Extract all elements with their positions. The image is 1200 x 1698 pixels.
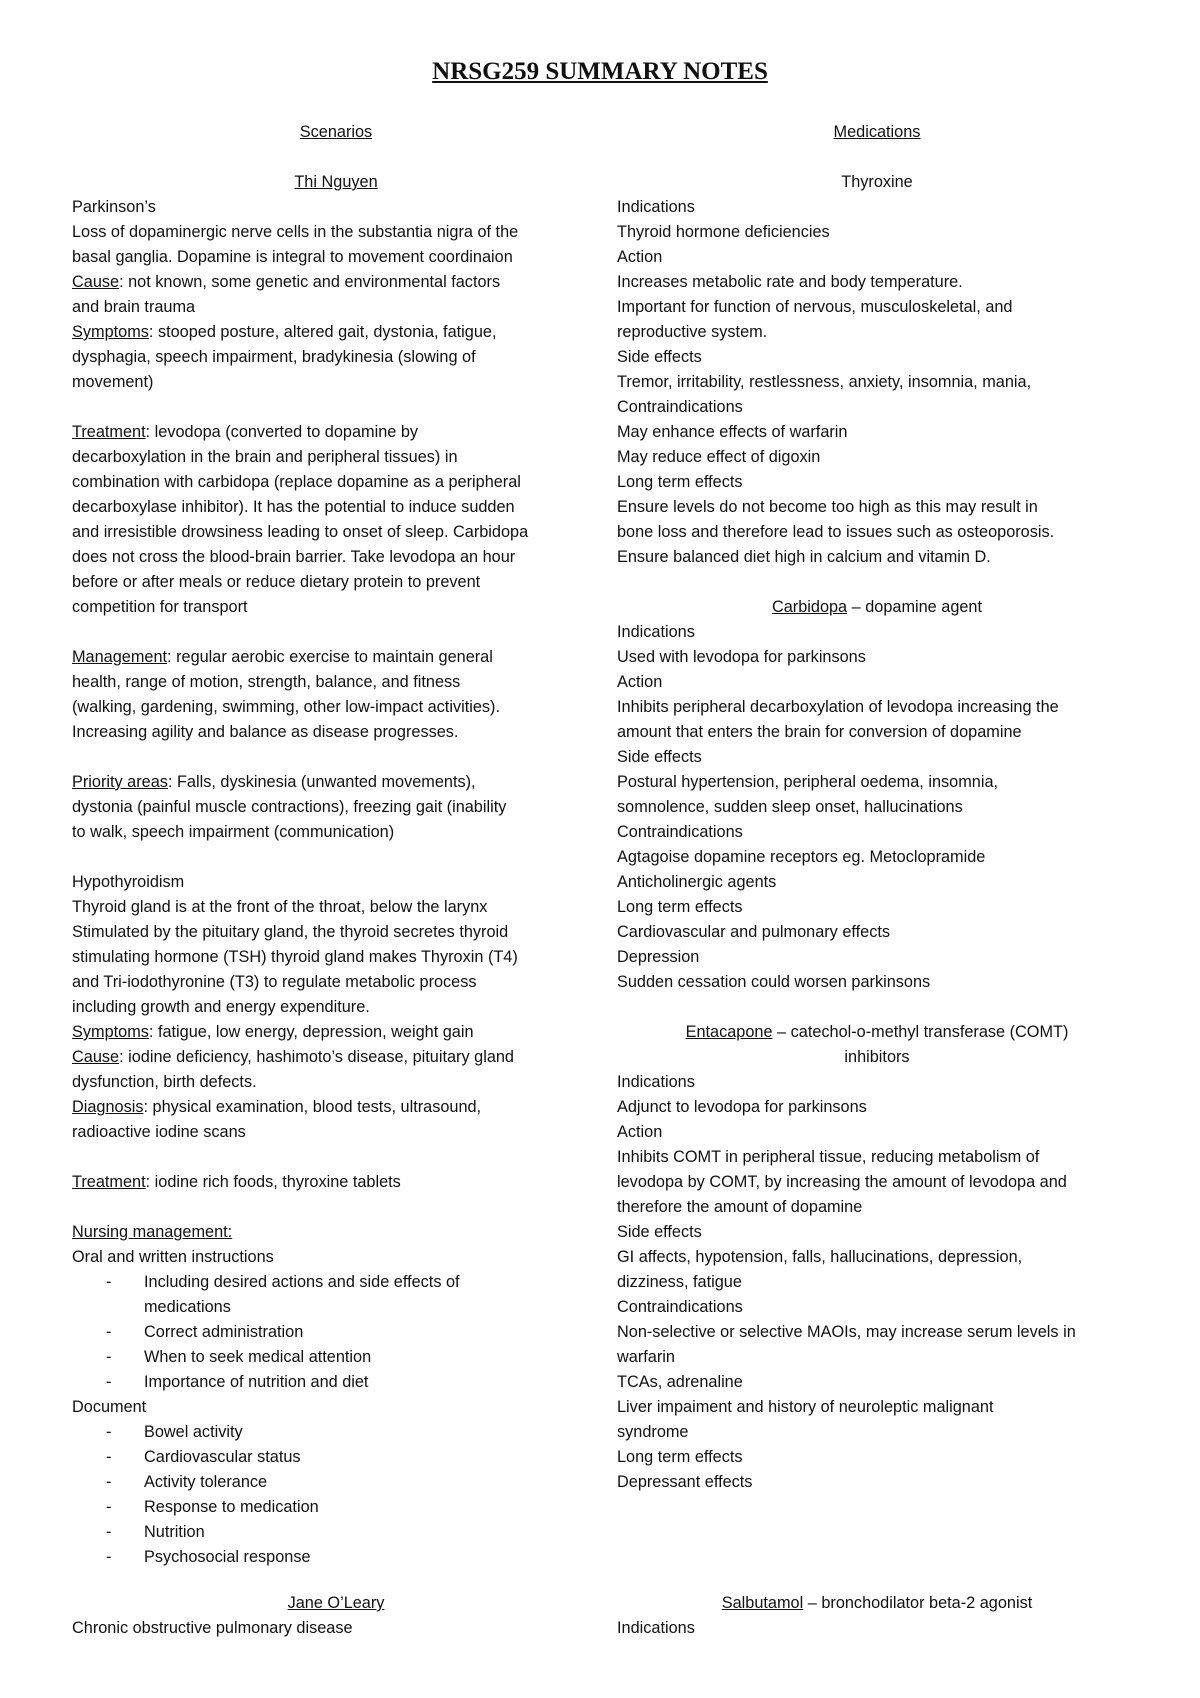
long-term-effects-label: Long term effects	[617, 898, 743, 916]
jane-oleary-heading: Jane O’Leary	[287, 1594, 385, 1612]
hypo-cause-line	[72, 1045, 600, 1070]
carbidopa-heading	[617, 595, 1137, 620]
text-line: therefore the amount of dopamine	[617, 1198, 863, 1216]
priority-line	[72, 770, 600, 795]
side-effects-label: Side effects	[617, 348, 702, 366]
list-item: - Cardiovascular status	[72, 1445, 600, 1470]
scenarios-heading: Scenarios	[299, 123, 373, 141]
text-line: Ensure levels do not become too high as this may result in	[617, 498, 1038, 516]
jane-section	[72, 1591, 600, 1641]
carbidopa-desc: – dopamine agent	[847, 598, 983, 616]
text-line: Stimulated by the pituitary gland, the thyroid secretes thyroid	[72, 923, 509, 941]
text-line: Inhibits peripheral decarboxylation of levodopa increasing the	[617, 698, 1059, 716]
management-label: Management	[72, 648, 168, 666]
long-term-effects-label: Long term effects	[617, 473, 743, 491]
priority-label: Priority areas	[72, 773, 168, 791]
management-text: : regular aerobic exercise to maintain general	[167, 648, 493, 666]
dash-icon: -	[106, 1523, 112, 1541]
long-term-effects-label: Long term effects	[617, 1448, 743, 1466]
entacapone-heading	[617, 1020, 1137, 1045]
hypo-treatment-label: Treatment	[72, 1173, 146, 1191]
contraindications-label: Contraindications	[617, 1298, 743, 1316]
page-title: NRSG259 SUMMARY NOTES	[432, 58, 768, 85]
salbutamol-desc: – bronchodilator beta-2 agonist	[803, 1594, 1033, 1612]
text-line: decarboxylase inhibitor). It has the potential to induce sudden	[72, 498, 515, 516]
dash-icon: -	[106, 1323, 112, 1341]
list-item-continuation: medications	[144, 1298, 231, 1316]
oral-instructions-heading: Oral and written instructions	[72, 1248, 274, 1266]
text-line: May enhance effects of warfarin	[617, 423, 848, 441]
text-line: Increases metabolic rate and body temperature.	[617, 273, 963, 291]
symptoms-label: Symptoms	[72, 323, 149, 341]
text-line: May reduce effect of digoxin	[617, 448, 821, 466]
hypo-symptoms-label: Symptoms	[72, 1023, 149, 1041]
salbutamol-section	[617, 1591, 1137, 1641]
dash-icon: -	[106, 1498, 112, 1516]
text-line: dizziness, fatigue	[617, 1273, 742, 1291]
text-line: Non-selective or selective MAOIs, may increase serum levels in	[617, 1323, 1076, 1341]
text-line: basal ganglia. Dopamine is integral to movement coordinaion	[72, 248, 513, 266]
list-item: - Psychosocial response	[72, 1545, 600, 1570]
scenarios-column	[72, 120, 600, 1570]
cause-line	[72, 270, 600, 295]
dash-icon: -	[106, 1473, 112, 1491]
text-line: amount that enters the brain for conversion of dopamine	[617, 723, 1022, 741]
hypo-treatment-line	[72, 1170, 600, 1195]
text-line: Liver impaiment and history of neuroleptic malignant	[617, 1398, 994, 1416]
parkinsons-heading: Parkinson’s	[72, 198, 156, 216]
hypo-symptoms-text: : fatigue, low energy, depression, weight gain	[148, 1023, 474, 1041]
dash-icon: -	[106, 1348, 112, 1366]
hypo-symptoms-line	[72, 1020, 600, 1045]
treatment-line	[72, 420, 600, 445]
text-line: before or after meals or reduce dietary protein to prevent	[72, 573, 481, 591]
action-label: Action	[617, 673, 663, 691]
diagnosis-line	[72, 1095, 600, 1120]
document-heading: Document	[72, 1398, 147, 1416]
action-label: Action	[617, 248, 663, 266]
text-line: Thyroid gland is at the front of the throat, below the larynx	[72, 898, 488, 916]
dash-icon: -	[106, 1548, 112, 1566]
text-line: dysfunction, birth defects.	[72, 1073, 257, 1091]
text-line: including growth and energy expenditure.	[72, 998, 370, 1016]
treatment-label: Treatment	[72, 423, 146, 441]
diagnosis-label: Diagnosis	[72, 1098, 144, 1116]
entacapone-desc: – catechol-o-methyl transferase (COMT)	[772, 1023, 1069, 1041]
hypothyroidism-heading: Hypothyroidism	[72, 873, 185, 891]
text-line: Inhibits COMT in peripheral tissue, reducing metabolism of	[617, 1148, 1040, 1166]
text-line: Increasing agility and balance as disease progresses.	[72, 723, 459, 741]
entacapone-desc-cont: inhibitors	[844, 1048, 910, 1066]
priority-text: : Falls, dyskinesia (unwanted movements),	[167, 773, 476, 791]
side-effects-label: Side effects	[617, 1223, 702, 1241]
text-line: Agtagoise dopamine receptors eg. Metoclopramide	[617, 848, 986, 866]
dash-icon: -	[106, 1423, 112, 1441]
text-line: Depression	[617, 948, 700, 966]
symptoms-text: : stooped posture, altered gait, dystonia, fatigue,	[148, 323, 497, 341]
text-line: TCAs, adrenaline	[617, 1373, 743, 1391]
medications-heading: Medications	[833, 123, 921, 141]
text-line: Postural hypertension, peripheral oedema, insomnia,	[617, 773, 999, 791]
list-item: - Including desired actions and side effects of	[72, 1270, 600, 1295]
dash-icon: -	[106, 1448, 112, 1466]
hypo-cause-text: : iodine deficiency, hashimoto’s disease, pituitary gland	[119, 1048, 514, 1066]
text-line: Thyroid hormone deficiencies	[617, 223, 830, 241]
dash-icon: -	[106, 1373, 112, 1391]
hypo-treatment-text: : iodine rich foods, thyroxine tablets	[145, 1173, 401, 1191]
text-line: does not cross the blood-brain barrier. Take levodopa an hour	[72, 548, 516, 566]
copd-heading: Chronic obstructive pulmonary disease	[72, 1619, 353, 1637]
text-line: and Tri-iodothyronine (T3) to regulate metabolic process	[72, 973, 477, 991]
cause-text: : not known, some genetic and environmental factors	[119, 273, 501, 291]
list-item: - Importance of nutrition and diet	[72, 1370, 600, 1395]
thyroxine-heading: Thyroxine	[841, 173, 913, 191]
side-effects-label: Side effects	[617, 748, 702, 766]
text-line: Sudden cessation could worsen parkinsons	[617, 973, 931, 991]
nursing-management-heading: Nursing management:	[72, 1223, 233, 1241]
entacapone-name: Entacapone	[685, 1023, 773, 1041]
text-line: and brain trauma	[72, 298, 196, 316]
text-line: GI affects, hypotension, falls, hallucinations, depression,	[617, 1248, 1023, 1266]
indications-label: Indications	[617, 1073, 695, 1091]
list-item: - When to seek medical attention	[72, 1345, 600, 1370]
text-line: somnolence, sudden sleep onset, hallucinations	[617, 798, 963, 816]
thi-nguyen-heading: Thi Nguyen	[294, 173, 378, 191]
hypo-cause-label: Cause	[72, 1048, 120, 1066]
text-line: reproductive system.	[617, 323, 768, 341]
text-line: and irresistible drowsiness leading to onset of sleep. Carbidopa	[72, 523, 529, 541]
cause-label: Cause	[72, 273, 120, 291]
indications-label: Indications	[617, 623, 695, 641]
treatment-text: : levodopa (converted to dopamine by	[145, 423, 419, 441]
text-line: Ensure balanced diet high in calcium and vitamin D.	[617, 548, 991, 566]
salbutamol-heading	[617, 1591, 1137, 1616]
list-item: - Nutrition	[72, 1520, 600, 1545]
text-line: stimulating hormone (TSH) thyroid gland makes Thyroxin (T4)	[72, 948, 518, 966]
text-line: to walk, speech impairment (communication)	[72, 823, 395, 841]
carbidopa-name: Carbidopa	[771, 598, 848, 616]
text-line: warfarin	[617, 1348, 675, 1366]
text-line: Anticholinergic agents	[617, 873, 777, 891]
text-line: levodopa by COMT, by increasing the amount of levodopa and	[617, 1173, 1067, 1191]
contraindications-label: Contraindications	[617, 398, 743, 416]
text-line: Adjunct to levodopa for parkinsons	[617, 1098, 867, 1116]
text-line: movement)	[72, 373, 154, 391]
diagnosis-text: : physical examination, blood tests, ultrasound,	[143, 1098, 482, 1116]
list-item: - Correct administration	[72, 1320, 600, 1345]
dash-icon: -	[106, 1273, 112, 1291]
indications-label: Indications	[617, 1619, 695, 1637]
text-line: health, range of motion, strength, balance, and fitness	[72, 673, 461, 691]
text-line: Important for function of nervous, musculoskeletal, and	[617, 298, 1013, 316]
text-line: decarboxylation in the brain and peripheral tissues) in	[72, 448, 458, 466]
indications-label: Indications	[617, 198, 695, 216]
symptoms-line	[72, 320, 600, 345]
text-line: (walking, gardening, swimming, other low-impact activities).	[72, 698, 500, 716]
text-line: dysphagia, speech impairment, bradykinesia (slowing of	[72, 348, 476, 366]
text-line: radioactive iodine scans	[72, 1123, 246, 1141]
salbutamol-name: Salbutamol	[721, 1594, 804, 1612]
medications-column	[617, 120, 1137, 1495]
text-line: Loss of dopaminergic nerve cells in the substantia nigra of the	[72, 223, 519, 241]
contraindications-label: Contraindications	[617, 823, 743, 841]
text-line: combination with carbidopa (replace dopamine as a peripheral	[72, 473, 521, 491]
text-line: Cardiovascular and pulmonary effects	[617, 923, 891, 941]
text-line: Used with levodopa for parkinsons	[617, 648, 866, 666]
text-line: bone loss and therefore lead to issues such as osteoporosis.	[617, 523, 1055, 541]
action-label: Action	[617, 1123, 663, 1141]
text-line: dystonia (painful muscle contractions), freezing gait (inability	[72, 798, 507, 816]
text-line: Tremor, irritability, restlessness, anxiety, insomnia, mania,	[617, 373, 1032, 391]
list-item: - Bowel activity	[72, 1420, 600, 1445]
text-line: syndrome	[617, 1423, 689, 1441]
list-item: - Response to medication	[72, 1495, 600, 1520]
text-line: competition for transport	[72, 598, 248, 616]
management-line	[72, 645, 600, 670]
list-item: - Activity tolerance	[72, 1470, 600, 1495]
text-line: Depressant effects	[617, 1473, 753, 1491]
